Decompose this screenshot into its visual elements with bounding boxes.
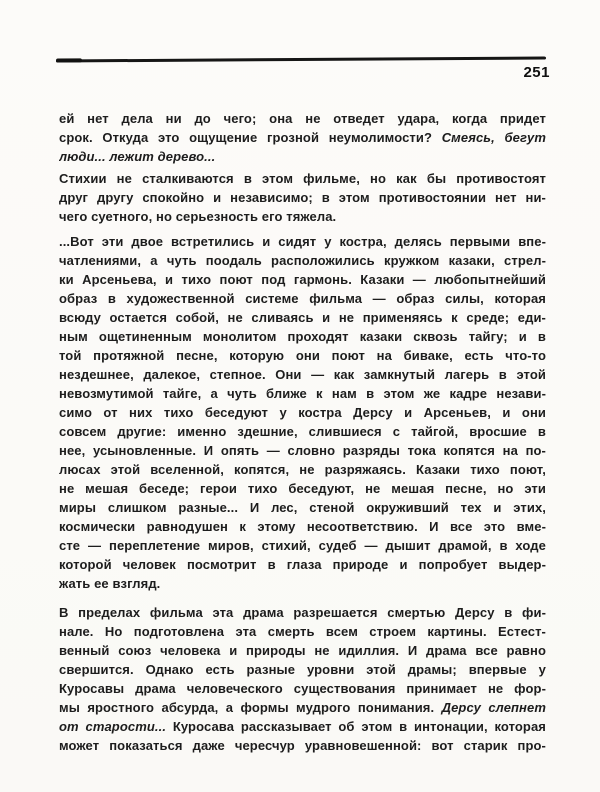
emphasized-text-segment: люди... лежит дерево... [59,149,216,164]
text-line [59,365,546,384]
text-line [59,207,546,226]
text-line [59,536,546,555]
text-segment: ей нет дела ни до чего; она не отведет удара, когда придет [59,111,546,126]
text-segment: венный союз человека и природы не идиллия. И драма все равно [59,643,546,658]
text-segment: В пределах фильма эта драма разрешается смертью Дерсу в фи- [59,605,546,620]
text-segment: совсем другие: именно здешние, слившиеся с тайгой, вросшие в [59,424,546,439]
text-line [59,188,546,207]
text-segment: Куросава рассказывает об этом в интонации, которая [166,719,546,734]
paragraph [59,603,546,755]
text-segment: Стихии не сталкиваются в этом фильме, но как бы противостоят [59,171,546,186]
text-line [59,109,546,128]
text-segment: той протяжной песне, которую они поют на биваке, есть что-то [59,348,546,363]
text-segment: ...Вот эти двое встретились и сидят у костра, делясь первыми впе- [59,234,546,249]
text-line [59,232,546,251]
text-line [59,128,546,147]
text-segment: чего суетного, но серьезность его тяжела. [59,209,337,224]
text-segment: нее, усыновленные. И опять — словно разряды тока копятся на по- [59,443,546,458]
text-block [59,109,546,755]
text-segment: миры слишком разные... И лес, стеной окруживший тех и этих, [59,500,546,515]
text-segment: ки Арсеньева, и тихо поют под гармонь. Казаки — любопытнейший [59,272,546,287]
text-segment: друг другу спокойно и независимо; в этом противостоянии нет ни- [59,190,546,205]
text-line [59,622,546,641]
text-segment: сте — переплетение миров, стихий, судеб — дышит драмой, в ходе [59,538,546,553]
text-segment: жать ее взгляд. [59,576,161,591]
text-segment: люсах этой вселенной, копятся, не разряжаясь. Казаки тихо поют, [59,462,546,477]
text-segment: всюду остается собой, не сливаясь и не применяясь к среде; еди- [59,310,546,325]
text-line [59,147,546,166]
text-segment: образ в художественной системе фильма — образ силы, которая [59,291,546,306]
emphasized-text-segment: Смеясь, бегут [441,130,546,145]
text-line [59,251,546,270]
text-segment: срок. Откуда это ощущение грозной неумолимости? [59,130,442,145]
emphasized-text-segment: от старости... [59,719,167,734]
text-line [59,384,546,403]
text-segment: мы яростного абсурда, а формы мудрого понимания. [59,700,442,715]
text-line [59,679,546,698]
text-line [59,289,546,308]
text-line [59,327,546,346]
text-line [59,603,546,622]
text-segment: невозмутимой тайге, а чуть ближе к нам в этом же кадре незави- [59,386,546,401]
text-line [59,270,546,289]
paragraph [59,232,546,593]
paragraph [59,169,546,226]
text-line [59,422,546,441]
text-line [59,555,546,574]
text-line [59,517,546,536]
text-segment: ным ощетиненным монолитом проходят казаки сквозь тайгу; и в [59,329,546,344]
text-segment: космически равнодушен к этому несоответствию. И все это вме- [59,519,546,534]
text-segment: Куросавы драма человеческого существования принимает не фор- [59,681,546,696]
text-segment: свершится. Однако есть разные уровни этой драмы; впервые у [59,662,546,677]
header-rule [56,57,546,63]
text-segment: нездешнее, далекое, степное. Они — как замкнутый лагерь в этой [59,367,546,382]
text-line [59,479,546,498]
paragraph [59,109,546,166]
text-line [59,660,546,679]
text-line [59,169,546,188]
text-segment: чатлениями, а чуть поодаль расположились кружком казаки, стрел- [59,253,546,268]
text-line [59,641,546,660]
text-line [59,574,546,593]
text-line [59,717,546,736]
text-line [59,498,546,517]
text-line [59,736,546,755]
text-segment: может показаться даже чересчур уравновешенной: вот старик про- [59,738,546,753]
text-line [59,346,546,365]
text-line [59,403,546,422]
text-line [59,460,546,479]
text-segment: не мешая беседе; герои тихо беседуют, не мешая песне, но эти [59,481,546,496]
page-number: 251 [523,64,550,81]
text-line [59,308,546,327]
text-line [59,441,546,460]
text-segment: которой человек посмотрит в глаза природе и попробует выдер- [59,557,546,572]
text-segment: симо от них тихо беседуют у костра Дерсу и Арсеньев, и они [59,405,546,420]
text-line [59,698,546,717]
text-segment: нале. Но подготовлена эта смерть всем строем картины. Естест- [59,624,546,639]
emphasized-text-segment: Дерсу слепнет [441,700,546,715]
